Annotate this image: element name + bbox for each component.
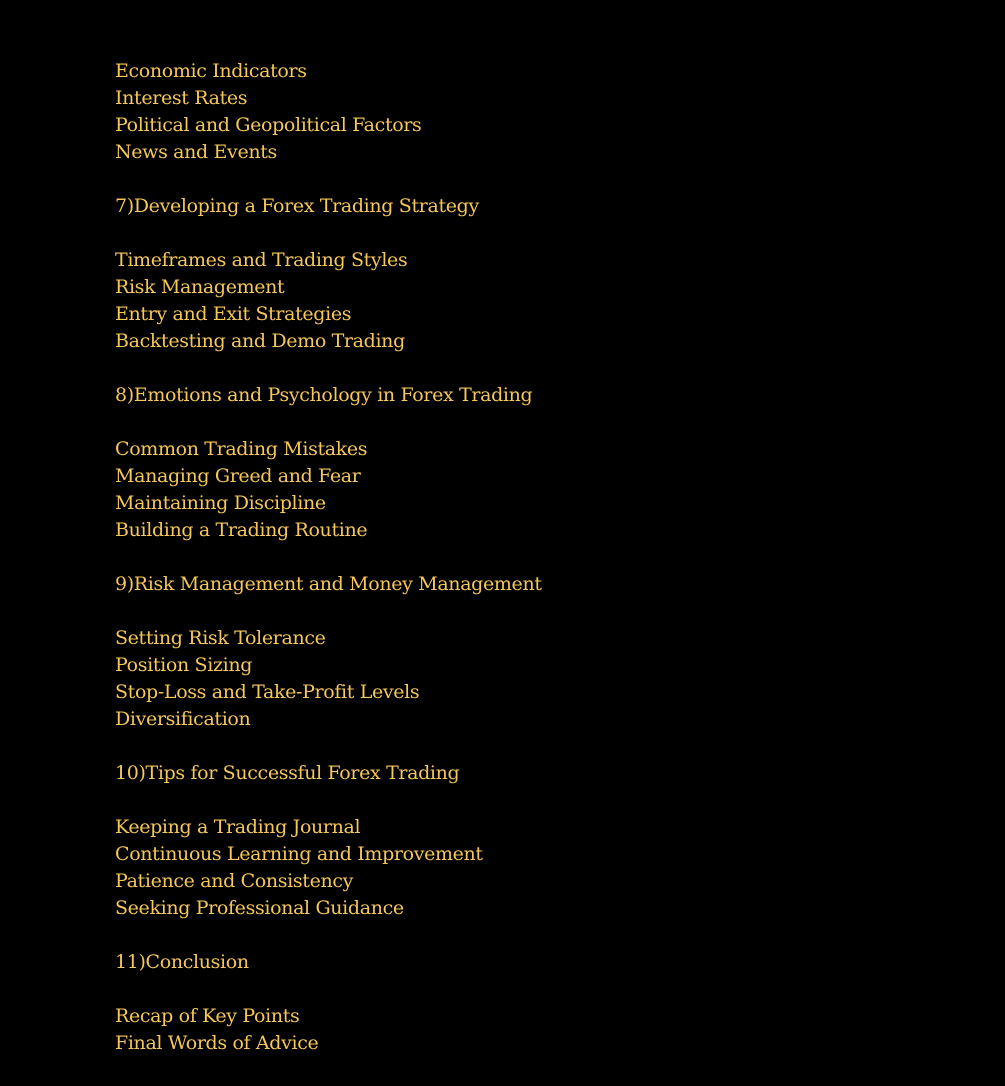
section-heading: 7)Developing a Forex Trading Strategy bbox=[115, 195, 479, 217]
list-item: Diversification bbox=[115, 708, 251, 730]
list-item: Setting Risk Tolerance bbox=[115, 627, 326, 649]
list-item: Economic Indicators bbox=[115, 60, 307, 82]
list-item: Recap of Key Points bbox=[115, 1005, 300, 1027]
section-heading: 9)Risk Management and Money Management bbox=[115, 573, 542, 595]
list-item: Final Words of Advice bbox=[115, 1032, 319, 1054]
list-item: Continuous Learning and Improvement bbox=[115, 843, 483, 865]
intro-list bbox=[115, 58, 915, 166]
section-heading: 11)Conclusion bbox=[115, 951, 249, 973]
section-risk-management bbox=[115, 571, 915, 733]
list-item: Stop-Loss and Take-Profit Levels bbox=[115, 681, 420, 703]
list-item: Patience and Consistency bbox=[115, 870, 354, 892]
list-item: Backtesting and Demo Trading bbox=[115, 330, 405, 352]
list-item: Entry and Exit Strategies bbox=[115, 303, 352, 325]
list-item: Common Trading Mistakes bbox=[115, 438, 368, 460]
list-item: Risk Management bbox=[115, 276, 285, 298]
list-item: Interest Rates bbox=[115, 87, 248, 109]
list-item: Keeping a Trading Journal bbox=[115, 816, 361, 838]
section-conclusion bbox=[115, 949, 915, 1057]
list-item: Timeframes and Trading Styles bbox=[115, 249, 408, 271]
section-tips bbox=[115, 760, 915, 922]
section-strategy bbox=[115, 193, 915, 355]
table-of-contents bbox=[115, 58, 915, 1057]
list-item: Seeking Professional Guidance bbox=[115, 897, 404, 919]
list-item: Building a Trading Routine bbox=[115, 519, 368, 541]
list-item: Position Sizing bbox=[115, 654, 253, 676]
section-psychology bbox=[115, 382, 915, 544]
list-item: Managing Greed and Fear bbox=[115, 465, 361, 487]
section-heading: 10)Tips for Successful Forex Trading bbox=[115, 762, 460, 784]
list-item: News and Events bbox=[115, 141, 277, 163]
list-item: Political and Geopolitical Factors bbox=[115, 114, 422, 136]
section-heading: 8)Emotions and Psychology in Forex Trading bbox=[115, 384, 533, 406]
list-item: Maintaining Discipline bbox=[115, 492, 326, 514]
